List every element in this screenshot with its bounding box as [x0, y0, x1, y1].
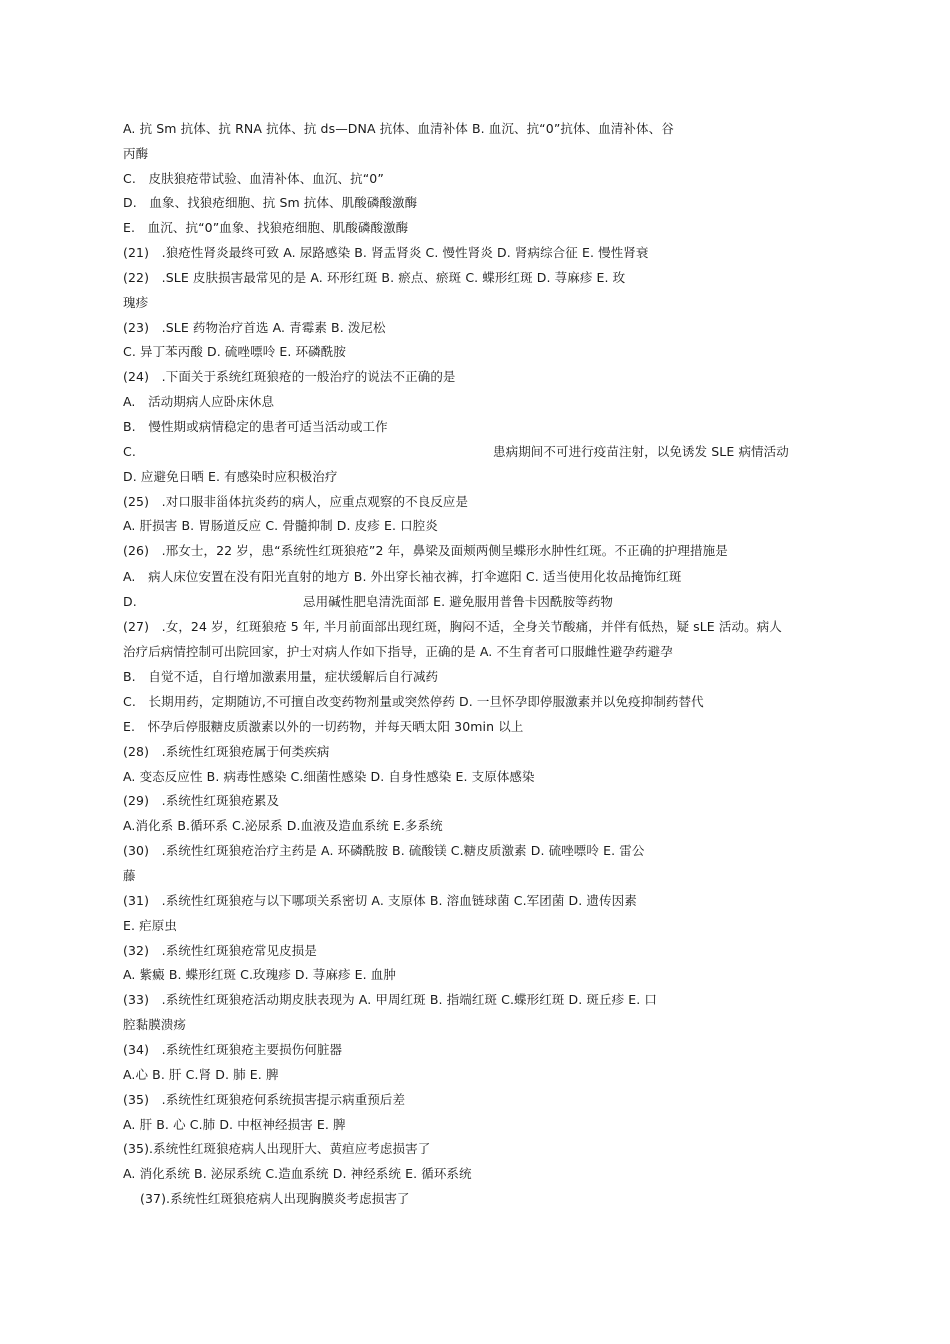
- text-line: 瑰疹: [123, 295, 149, 310]
- question-32: (32) .系统性红斑狼疮常见皮损是: [123, 943, 317, 958]
- text-line: A.心 B. 肝 C.肾 D. 肺 E. 脾: [123, 1067, 279, 1082]
- text-line: A. 肝 B. 心 C.肺 D. 中枢神经损害 E. 脾: [123, 1117, 346, 1132]
- question-30: (30) .系统性红斑狼疮治疗主药是 A. 环磷酰胺 B. 硫酸镁 C.糖皮质激素 D. 硫唑嘌呤 E. 雷公: [123, 843, 645, 858]
- text-line: D. 血象、找狼疮细胞、抗 Sm 抗体、肌酸磷酸激酶: [123, 195, 418, 210]
- question-29: (29) .系统性红斑狼疮累及: [123, 793, 280, 808]
- question-24: (24) .下面关于系统红斑狼疮的一般治疗的说法不正确的是: [123, 369, 456, 384]
- text-line: E. 血沉、抗“0”血象、找狼疮细胞、肌酸磷酸激酶: [123, 220, 409, 235]
- text-line: D. 应避免日晒 E. 有感染时应积极治疗: [123, 469, 338, 484]
- question-21: (21) .狼疮性肾炎最终可致 A. 尿路感染 B. 肾盂肾炎 C. 慢性肾炎 D. 肾病综合征 E. 慢性肾衰: [123, 245, 649, 260]
- text-line: 治疗后病情控制可出院回家，护士对病人作如下指导，正确的是 A. 不生育者可口服雌性避孕药避孕: [123, 644, 673, 659]
- question-25: (25) .对口服非甾体抗炎药的病人，应重点观察的不良反应是: [123, 494, 469, 509]
- text-line: E. 怀孕后停服糖皮质激素以外的一切药物，并每天晒太阳 30min 以上: [123, 719, 524, 734]
- option-label: C.: [123, 444, 136, 459]
- question-26: (26) .邢女士，22 岁，患“系统性红斑狼疮”2 年，鼻梁及面颊两侧呈蝶形水肿性红斑。不正确的护理措施是: [123, 543, 728, 558]
- question-35b: (35).系统性红斑狼疮病人出现肝大、黄疸应考虑损害了: [123, 1141, 431, 1156]
- text-line: B. 慢性期或病情稳定的患者可适当活动或工作: [123, 419, 388, 434]
- text-line: A. 抗 Sm 抗体、抗 RNA 抗体、抗 ds—DNA 抗体、血清补体 B. 血沉、抗“0”抗体、血清补体、谷: [123, 121, 674, 136]
- option-label: D.: [123, 594, 137, 609]
- text-line: C. 长期用药，定期随访,不可擅自改变药物剂量或突然停药 D. 一旦怀孕即停服激素并以免疫抑制药替代: [123, 694, 704, 709]
- text-line: C. 异丁苯丙酸 D. 硫唑嘌呤 E. 环磷酰胺: [123, 344, 346, 359]
- text-line: E. 疟原虫: [123, 918, 177, 933]
- text-line: A. 变态反应性 B. 病毒性感染 C.细菌性感染 D. 自身性感染 E. 支原体感染: [123, 769, 535, 784]
- text-line: A. 肝损害 B. 胃肠道反应 C. 骨髓抑制 D. 皮疹 E. 口腔炎: [123, 518, 438, 533]
- text-line: 腔黏膜溃疡: [123, 1017, 187, 1032]
- question-28: (28) .系统性红斑狼疮属于何类疾病: [123, 744, 330, 759]
- question-23: (23) .SLE 药物治疗首选 A. 青霉素 B. 泼尼松: [123, 320, 386, 335]
- text-line: A. 紫癜 B. 蝶形红斑 C.玫瑰疹 D. 荨麻疹 E. 血肿: [123, 967, 397, 982]
- text-line: 藤: [123, 868, 136, 883]
- text-line: C. 皮肤狼疮带试验、血清补体、血沉、抗“0”: [123, 171, 384, 186]
- text-line: A. 病人床位安置在没有阳光直射的地方 B. 外出穿长袖衣裤，打伞遮阳 C. 适当使用化妆品掩饰红斑: [123, 569, 682, 584]
- question-33: (33) .系统性红斑狼疮活动期皮肤表现为 A. 甲周红斑 B. 指端红斑 C.蝶形红斑 D. 斑丘疹 E. 口: [123, 992, 658, 1007]
- question-22: (22) .SLE 皮肤损害最常见的是 A. 环形红斑 B. 瘀点、瘀斑 C. 蝶形红斑 D. 荨麻疹 E. 玫: [123, 270, 626, 285]
- text-line: A. 活动期病人应卧床休息: [123, 394, 275, 409]
- text-line: A. 消化系统 B. 泌尿系统 C.造血系统 D. 神经系统 E. 循环系统: [123, 1166, 472, 1181]
- text-line: A.消化系 B.循环系 C.泌尿系 D.血液及造血系统 E.多系统: [123, 818, 443, 833]
- question-35: (35) .系统性红斑狼疮何系统损害提示病重预后差: [123, 1092, 406, 1107]
- text-line: B. 自觉不适，自行增加激素用量，症状缓解后自行减药: [123, 669, 439, 684]
- text-line: 患病期间不可进行疫苗注射，以免诱发 SLE 病情活动: [493, 444, 789, 459]
- text-line: 丙酶: [123, 146, 149, 161]
- question-34: (34) .系统性红斑狼疮主要损伤何脏器: [123, 1042, 343, 1057]
- question-27: (27) .女，24 岁，红斑狼疮 5 年, 半月前面部出现红斑，胸闷不适，全身关节酸痛，并伴有低热，疑 sLE 活动。病人: [123, 619, 782, 634]
- question-37: (37).系统性红斑狼疮病人出现胸膜炎考虑损害了: [140, 1191, 410, 1206]
- question-31: (31) .系统性红斑狼疮与以下哪项关系密切 A. 支原体 B. 溶血链球菌 C.军团菌 D. 遗传因素: [123, 893, 637, 908]
- text-line: 忌用碱性肥皂清洗面部 E. 避免服用普鲁卡因酰胺等药物: [303, 594, 614, 609]
